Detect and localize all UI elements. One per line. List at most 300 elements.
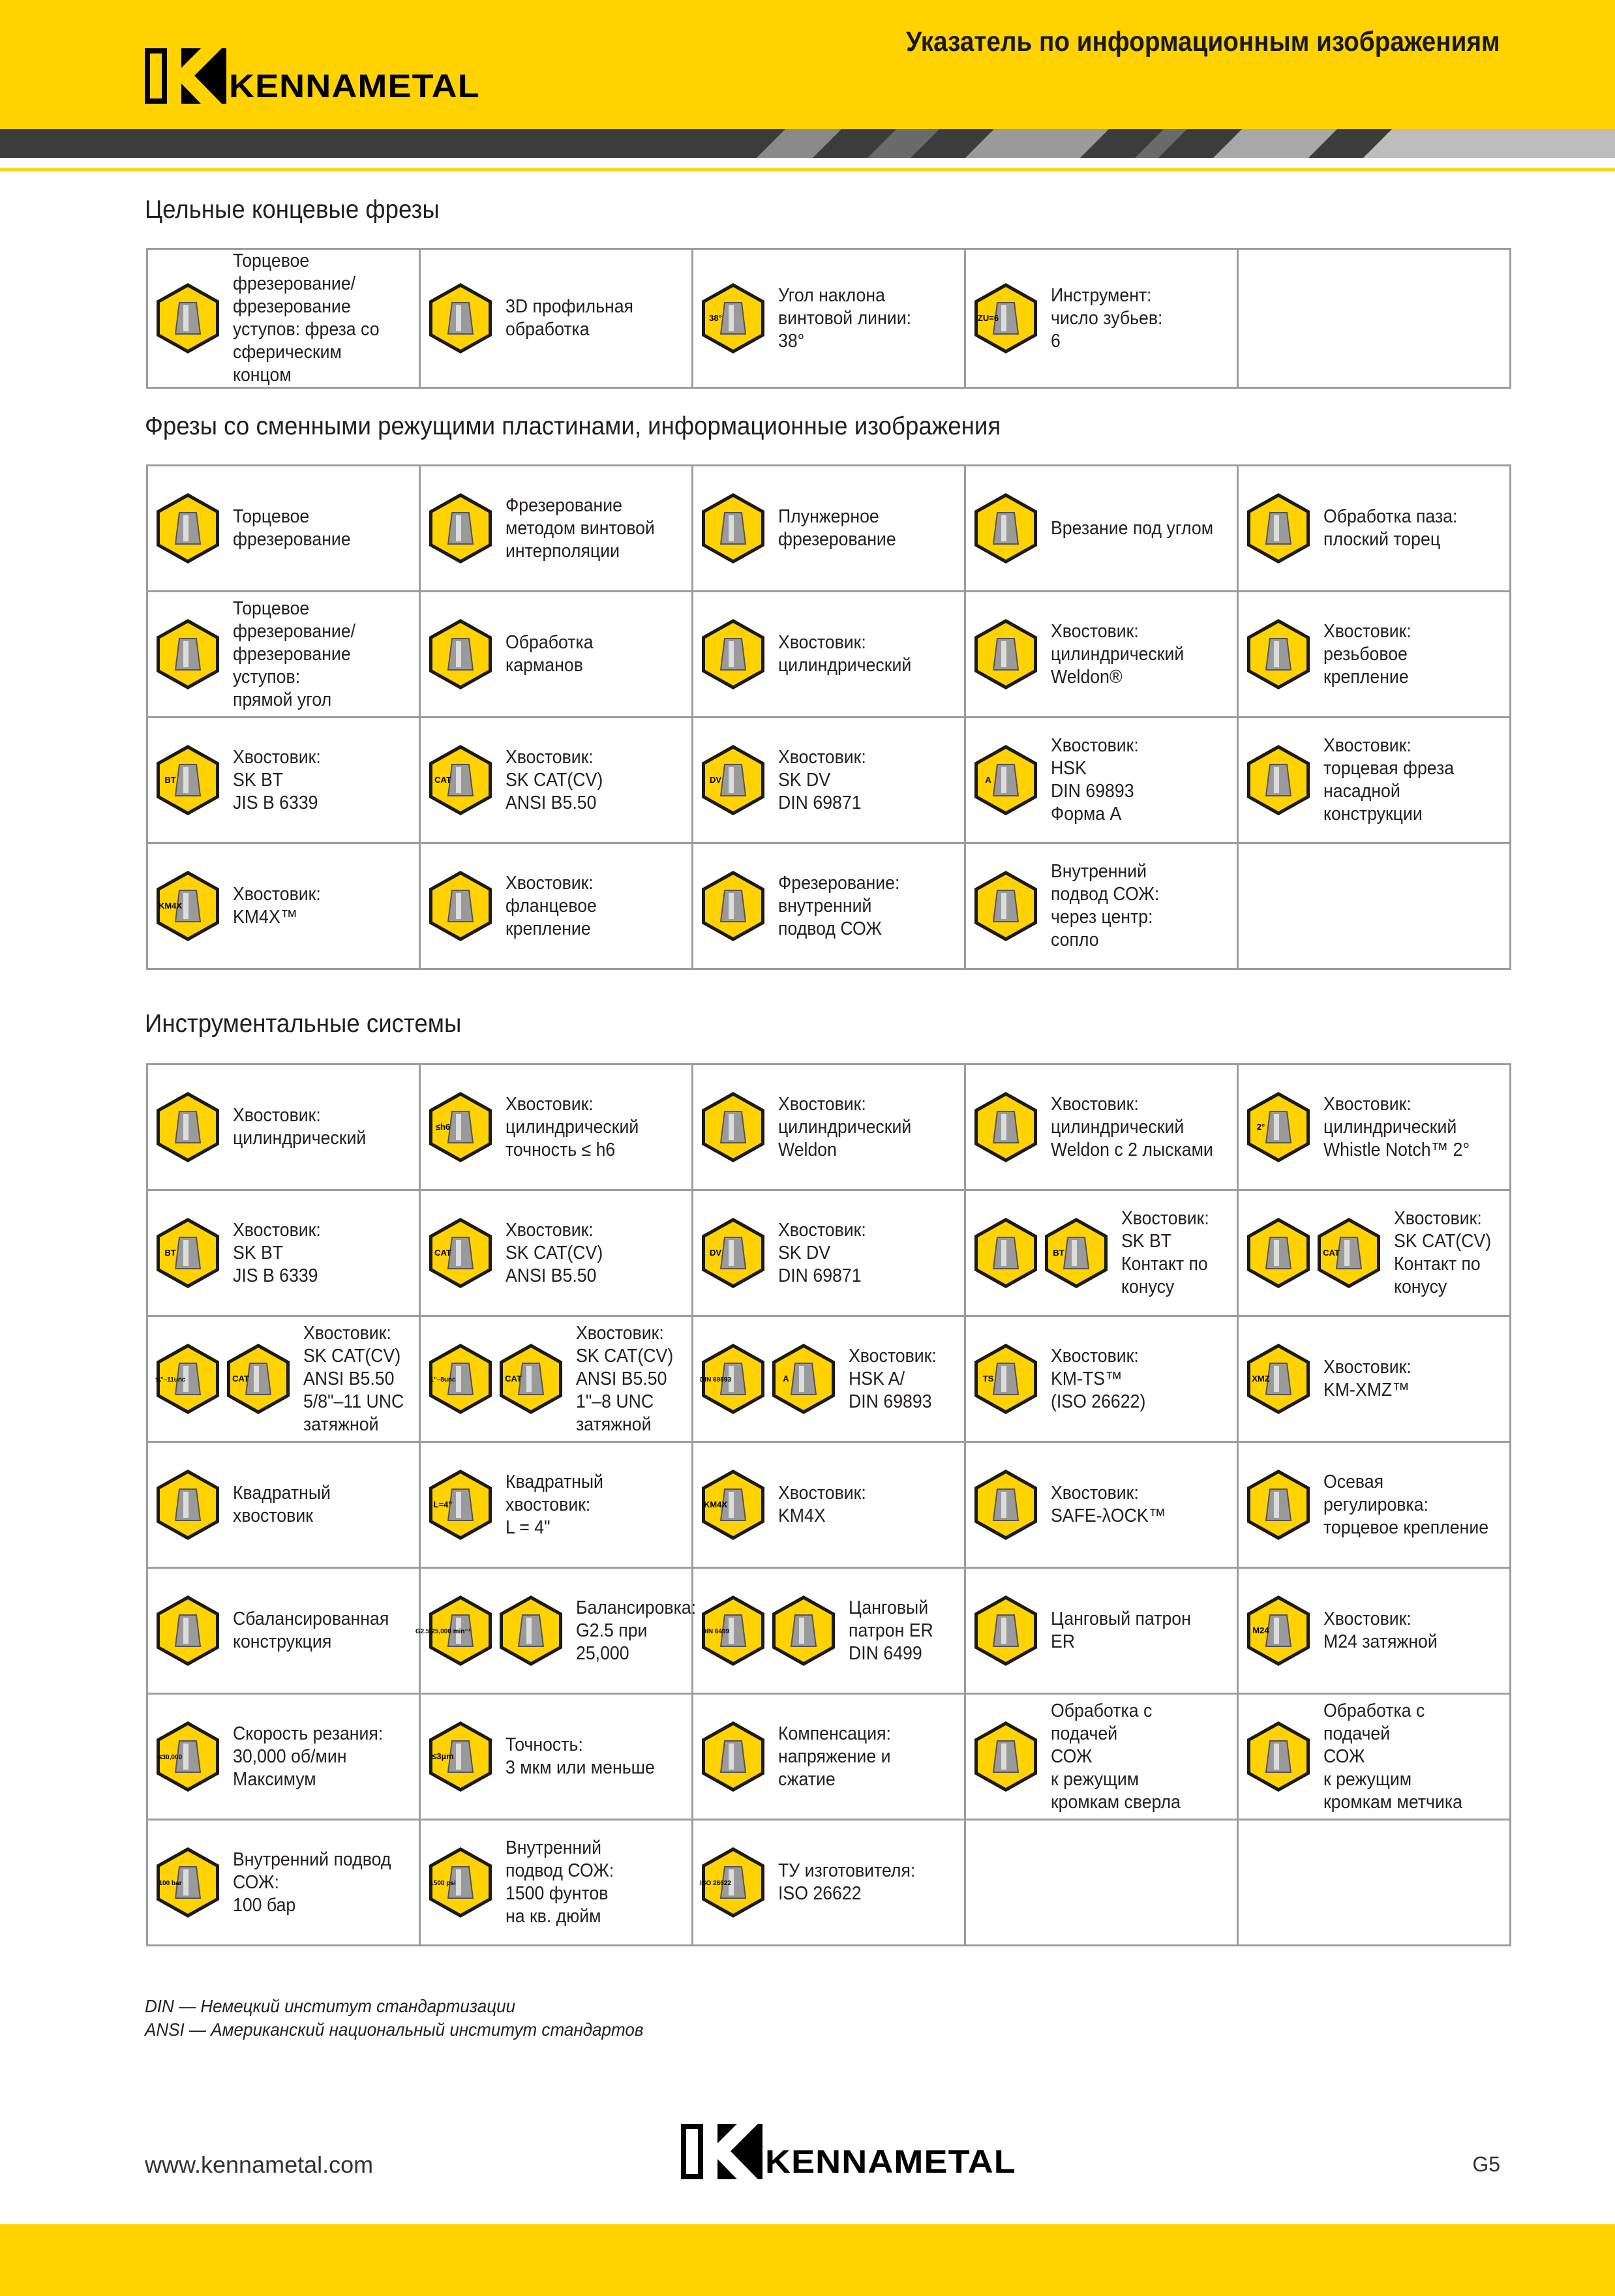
legend-cell	[1238, 1568, 1511, 1694]
iso-26622-icon	[700, 1846, 766, 1919]
legend-cell	[965, 718, 1238, 843]
legend-label-line: SK CAT(CV)	[303, 1345, 401, 1367]
legend-label-line: 1500 фунтов	[506, 1883, 609, 1904]
legend-label-line: M24 затяжной	[1323, 1631, 1438, 1652]
legend-label-line: L = 4"	[506, 1517, 551, 1538]
legend-label	[1323, 1093, 1475, 1162]
legend-label	[1051, 1700, 1185, 1814]
legend-label-line: Обработка с	[1051, 1700, 1153, 1721]
legend-cell	[415, 1568, 697, 1694]
footnote-din: DIN — Немецкий институт стандартизации	[145, 1996, 516, 2016]
legend-label-line: Обработка	[506, 632, 594, 653]
cat-taper-icon-label: CAT	[505, 1374, 522, 1383]
icon-group	[973, 618, 1043, 691]
legend-label	[233, 1723, 388, 1791]
legend-label-line: SK BT	[233, 769, 284, 791]
km4x-icon-label: KM4X	[703, 1500, 728, 1509]
legend-label-line: Хвостовик:	[778, 1219, 866, 1241]
icon-group	[700, 1091, 770, 1164]
legend-label-line: 25,000	[576, 1642, 629, 1664]
icon-group	[427, 1091, 498, 1164]
table-row	[147, 843, 1511, 969]
icon-group	[427, 1468, 498, 1541]
legend-cell	[1238, 1694, 1511, 1820]
balanced-design-icon	[498, 1594, 564, 1667]
legend-label	[778, 284, 916, 353]
legend-label-line: насадной	[1323, 781, 1400, 802]
legend-label-line: Хвостовик:	[1323, 620, 1411, 642]
legend-label	[1323, 1608, 1442, 1654]
icon-group	[427, 744, 498, 817]
legend-label-line: концом	[233, 365, 292, 385]
legend-label	[1051, 1345, 1151, 1413]
legend-label-line: Внутренний подвод	[233, 1849, 391, 1870]
cylindrical-shank-icon	[700, 618, 766, 691]
legend-label-line: крепление	[1323, 666, 1409, 687]
legend-cell	[420, 1316, 693, 1442]
legend-label-line: 38°	[778, 330, 805, 352]
legend-cell	[693, 1442, 965, 1568]
km4x-icon	[700, 1468, 766, 1541]
icon-group	[427, 1720, 498, 1793]
legend-label-line: уступов: фреза со	[233, 319, 380, 340]
icon-group	[155, 744, 225, 817]
footnotes	[145, 1995, 681, 2042]
square-shank-icon	[155, 1468, 221, 1541]
legend-cell	[147, 1065, 420, 1190]
icon-group	[155, 1216, 225, 1290]
icon-group	[700, 492, 770, 565]
legend-label-line: фрезерование	[233, 643, 351, 665]
cylindrical-shank-icon	[155, 1091, 221, 1164]
icon-group	[155, 1468, 225, 1541]
legend-label-line: Хвостовик:	[778, 632, 866, 653]
legend-label-line: Фрезерование	[506, 494, 623, 516]
icon-group	[973, 1342, 1043, 1415]
legend-label-line: Weldon с 2 лысками	[1051, 1139, 1213, 1160]
legend-label	[1323, 734, 1458, 826]
legend-label	[233, 1104, 371, 1150]
legend-label	[506, 1734, 659, 1779]
legend-label	[778, 1860, 920, 1905]
icon-group	[427, 618, 498, 691]
legend-label-line: фрезерование/	[233, 620, 356, 642]
icon-group	[427, 1342, 568, 1415]
legend-label-line: Хвостовик:	[849, 1345, 937, 1367]
legend-label-line: Цанговый патрон	[1051, 1609, 1191, 1629]
taper-contact-icon	[1245, 1216, 1312, 1290]
legend-label-line: цилиндрический	[233, 1128, 367, 1149]
section-title: Инструментальные системы	[145, 1010, 462, 1038]
legend-cell	[147, 249, 420, 388]
legend-label-line: Цанговый	[849, 1597, 929, 1618]
legend-label-line: цилиндрический	[1323, 1116, 1457, 1138]
legend-label	[1121, 1207, 1214, 1299]
legend-label-line: уступов:	[233, 666, 301, 687]
km-xmz-icon	[1245, 1342, 1312, 1415]
legend-label-line: торцевое крепление	[1323, 1517, 1489, 1538]
bt-taper-icon-label: BT	[164, 775, 176, 785]
legend-cell	[147, 718, 420, 843]
weldon-2-flats-icon	[973, 1091, 1039, 1164]
legend-label-line: KM-TS™	[1051, 1368, 1123, 1389]
legend-label-line: Скорость резания:	[233, 1723, 384, 1744]
sh6-shank-icon-label: ≤h6	[435, 1122, 451, 1132]
icon-group	[1245, 1468, 1316, 1541]
legend-label-line: 6	[1051, 330, 1061, 352]
section-title: Цельные концевые фрезы	[145, 196, 440, 224]
legend-label-line: Хвостовик:	[1323, 1609, 1411, 1629]
legend-label	[1323, 1700, 1467, 1814]
icon-group	[427, 492, 498, 565]
legend-label	[506, 1837, 619, 1928]
speed-gauge-icon	[155, 1720, 221, 1793]
legend-cell	[1238, 466, 1511, 592]
legend-label-line: цилиндрический	[1051, 1116, 1185, 1138]
balanced-design-icon	[155, 1594, 221, 1667]
axial-adjust-icon	[1245, 1468, 1312, 1541]
legend-cell	[693, 718, 965, 843]
legend-label-line: плоский торец	[1323, 529, 1441, 550]
icon-group	[155, 618, 225, 691]
er-collet-icon	[770, 1594, 837, 1667]
legend-label	[233, 1849, 396, 1917]
legend-cell	[147, 1442, 420, 1568]
legend-cell	[147, 1568, 420, 1694]
legend-label-line: KM4X™	[233, 907, 298, 928]
ramping-icon	[973, 492, 1039, 565]
legend-label	[506, 1471, 608, 1539]
legend-cell	[693, 1820, 965, 1946]
legend-label-line: SK CAT(CV)	[1394, 1231, 1492, 1252]
legend-label	[303, 1322, 409, 1436]
legend-cell	[965, 1316, 1238, 1442]
legend-label-line: SK BT	[233, 1242, 284, 1263]
legend-cell	[693, 843, 965, 969]
legend-cell	[420, 1065, 693, 1190]
km-ts-icon-label: TS	[982, 1374, 994, 1383]
legend-cell	[1238, 249, 1511, 388]
legend-label-line: подачей	[1051, 1723, 1118, 1744]
din-6499-icon-label: DIN 6499	[701, 1628, 730, 1635]
legend-label-line: JIS B 6339	[233, 1265, 318, 1286]
icon-group	[973, 744, 1043, 817]
legend-label-line: Сбалансированная	[233, 1609, 389, 1629]
legend-label-line: Балансировка:	[576, 1597, 697, 1618]
compensation-icon	[700, 1720, 766, 1793]
legend-label-line: СОЖ:	[233, 1871, 279, 1893]
coolant-1500psi-icon-label: 1500 psi	[430, 1880, 456, 1887]
legend-cell	[420, 1820, 693, 1946]
icon-group	[1245, 744, 1316, 817]
cat-taper-icon	[225, 1342, 292, 1415]
legend-cell	[693, 592, 965, 718]
legend-cell	[1238, 1065, 1511, 1190]
table-row	[147, 1316, 1511, 1442]
legend-label-line: DIN 69871	[778, 792, 862, 813]
hsk-a-icon	[770, 1342, 837, 1415]
legend-label-line: Торцевое	[233, 506, 310, 527]
legend-label-line: Хвостовик:	[576, 1322, 664, 1344]
legend-cell	[1238, 1316, 1511, 1442]
legend-label	[1051, 517, 1218, 540]
legend-cell	[420, 592, 693, 718]
legend-label-line: подвод СОЖ:	[506, 1860, 614, 1881]
k-logo-icon	[681, 2124, 762, 2179]
legend-label-line: обработка	[506, 319, 590, 340]
safe-lock-icon	[973, 1468, 1039, 1541]
km-xmz-icon-label: XMZ	[1252, 1374, 1270, 1383]
legend-cell	[693, 466, 965, 592]
legend-label-line: Максимум	[233, 1768, 316, 1790]
legend-label-line: Хвостовик:	[1323, 1357, 1411, 1378]
icon-group	[1245, 492, 1316, 565]
legend-label	[506, 1093, 644, 1162]
legend-label-line: цилиндрический	[778, 1116, 912, 1138]
legend-label-line: через центр:	[1051, 907, 1153, 928]
legend-label-line: подвод СОЖ:	[1051, 884, 1160, 905]
legend-label-line: методом винтовой	[506, 517, 655, 539]
icon-group	[700, 1342, 841, 1415]
legend-label-line: внутренний	[778, 895, 872, 916]
icon-group	[1245, 1091, 1316, 1164]
icon-group	[700, 1216, 770, 1290]
icon-group	[700, 869, 770, 943]
legend-label-line: фрезерование/	[233, 273, 356, 294]
legend-label-line: SK DV	[778, 769, 831, 791]
legend-label-line: Хвостовик:	[1051, 1093, 1139, 1115]
legend-label-line: прямой угол	[233, 689, 332, 710]
table-row	[147, 1190, 1511, 1316]
sh6-shank-icon	[427, 1091, 494, 1164]
legend-cell	[420, 249, 693, 388]
legend-label-line: Хвостовик:	[1121, 1208, 1209, 1229]
icon-legend-table	[146, 1063, 1511, 1946]
legend-label-line: ТУ изготовителя:	[778, 1860, 916, 1881]
flutes-zu6-icon	[973, 282, 1039, 355]
table-row	[147, 1820, 1511, 1946]
legend-label-line: DIN 69893	[1051, 781, 1134, 802]
face-milling-icon	[155, 492, 221, 565]
legend-label-line: Хвостовик:	[778, 746, 866, 768]
table-row	[147, 718, 1511, 843]
legend-label-line: Хвостовик:	[506, 1093, 594, 1115]
icon-group	[155, 282, 225, 355]
legend-label-line: Хвостовик:	[1323, 735, 1411, 756]
legend-label	[506, 1219, 608, 1288]
legend-label-line: DIN 6499	[849, 1642, 922, 1664]
legend-label-line: ISO 26622	[778, 1883, 862, 1904]
legend-label	[1051, 1482, 1171, 1528]
legend-label	[233, 883, 325, 929]
legend-label-line: Хвостовик:	[233, 746, 321, 768]
legend-label-line: Компенсация:	[778, 1723, 891, 1744]
icon-group	[973, 869, 1043, 943]
legend-label-line: ANSI B5.50	[506, 1265, 597, 1286]
legend-label-line: подвод СОЖ	[778, 918, 882, 939]
k-logo-icon	[145, 48, 226, 104]
legend-label	[1323, 1471, 1493, 1539]
icon-group	[700, 1594, 841, 1667]
legend-label-line: крепление	[506, 918, 591, 939]
legend-cell	[1238, 718, 1511, 843]
legend-label-line: JIS B 6339	[233, 792, 318, 813]
legend-cell	[147, 1820, 420, 1946]
bt-taper-icon	[1043, 1216, 1109, 1290]
legend-label	[1323, 506, 1462, 551]
legend-label-line: Контакт по	[1394, 1254, 1481, 1275]
legend-label-line: ANSI B5.50	[576, 1368, 667, 1389]
legend-label-line: 5/8"–11 UNC	[303, 1391, 404, 1412]
helical-interpolation-icon	[427, 492, 494, 565]
legend-label-line: фрезерование	[233, 296, 351, 317]
coolant-nozzle-icon	[973, 869, 1039, 943]
header-stripe	[0, 129, 1615, 158]
legend-label	[506, 295, 638, 341]
legend-label-line: 3 мкм или меньше	[506, 1757, 655, 1778]
legend-label-line: к режущим	[1051, 1768, 1140, 1790]
legend-cell	[693, 249, 965, 388]
bt-taper-icon-label: BT	[164, 1248, 176, 1258]
taper-contact-icon	[973, 1216, 1039, 1290]
icon-group	[1245, 618, 1316, 691]
legend-label	[233, 746, 325, 815]
icon-group	[1245, 1216, 1386, 1290]
legend-label-line: конусу	[1121, 1276, 1175, 1297]
m24-icon-label: M24	[1252, 1625, 1269, 1635]
legend-label-line: затяжной	[576, 1413, 652, 1435]
legend-cell	[420, 1694, 693, 1820]
accuracy-3um-icon-label: ≤3µm	[432, 1751, 454, 1761]
legend-cell	[147, 592, 420, 718]
thread-58-icon-label: ⅝"–11unc	[155, 1376, 186, 1383]
helix-38-icon	[700, 282, 766, 355]
table-row	[147, 1442, 1511, 1568]
dv-taper-icon-label: DV	[709, 1248, 722, 1258]
icon-group	[427, 1846, 498, 1919]
legend-label-line: Хвостовик:	[778, 1483, 866, 1503]
legend-label-line: Whistle Notch™ 2°	[1323, 1139, 1470, 1160]
legend-label-line: к режущим	[1323, 1768, 1412, 1790]
legend-label-line: HSK	[1051, 758, 1087, 779]
weldon-shank-icon	[973, 618, 1039, 691]
cat-taper-icon	[498, 1342, 564, 1415]
legend-label	[1394, 1207, 1496, 1299]
legend-label	[1051, 1608, 1196, 1654]
legend-label-line: 1"–8 UNC	[576, 1391, 654, 1412]
icon-group	[155, 1720, 225, 1793]
legend-label	[1323, 620, 1416, 689]
icon-group	[973, 282, 1043, 355]
legend-label-line: СОЖ	[1051, 1745, 1093, 1767]
legend-label	[233, 506, 355, 551]
bt-taper-icon-label: BT	[1053, 1248, 1064, 1258]
slotting-icon	[1245, 492, 1312, 565]
icon-group	[700, 618, 770, 691]
legend-label-line: SK CAT(CV)	[576, 1345, 674, 1367]
legend-label-line: Обработка с	[1323, 1700, 1425, 1721]
whistle-notch-icon-label: 2°	[1256, 1122, 1265, 1132]
hsk-a-icon	[973, 744, 1039, 817]
icon-group	[155, 1594, 225, 1667]
accuracy-3um-icon	[427, 1720, 494, 1793]
legend-label-line: Хвостовик:	[506, 1219, 594, 1241]
table-row	[147, 466, 1511, 592]
legend-label-line: SK CAT(CV)	[506, 769, 603, 791]
legend-label-line: Хвостовик:	[1051, 1483, 1139, 1503]
legend-label-line: конструкция	[233, 1631, 332, 1652]
legend-label-line: Weldon®	[1051, 666, 1123, 687]
legend-label	[506, 494, 659, 563]
legend-cell	[693, 1316, 965, 1442]
legend-label-line: SK BT	[1121, 1231, 1172, 1252]
icon-group	[700, 282, 770, 355]
legend-cell	[965, 1820, 1238, 1946]
icon-group	[427, 282, 498, 355]
cat-taper-icon	[1316, 1216, 1382, 1290]
cat-taper-icon-label: CAT	[434, 1248, 451, 1258]
legend-label-line: 3D профильная	[506, 296, 633, 317]
legend-cell	[420, 1442, 693, 1568]
cat-taper-icon-label: CAT	[434, 775, 451, 785]
legend-cell	[147, 1190, 420, 1316]
legend-label	[1051, 1093, 1218, 1162]
legend-label-line: на кв. дюйм	[506, 1906, 601, 1927]
legend-label	[849, 1597, 938, 1665]
website-link[interactable]: www.kennametal.com	[145, 2151, 374, 2178]
legend-cell	[965, 592, 1238, 718]
legend-label-line: Торцевое	[233, 250, 310, 271]
legend-label	[778, 746, 871, 815]
legend-cell	[147, 466, 420, 592]
legend-label-line: Weldon	[778, 1139, 837, 1160]
flutes-zu6-icon-label: ZU=6	[977, 313, 999, 323]
legend-label-line: SAFE-λOCK™	[1051, 1505, 1166, 1526]
legend-cell	[420, 718, 693, 843]
m24-icon	[1245, 1594, 1312, 1667]
legend-label-line: хвостовик:	[506, 1494, 591, 1515]
table-row	[147, 1568, 1511, 1694]
legend-label-line: Точность:	[506, 1734, 583, 1755]
legend-label-line: KM4X	[778, 1505, 826, 1526]
legend-label	[778, 1723, 896, 1791]
legend-label	[778, 1482, 871, 1528]
legend-cell	[420, 466, 693, 592]
speed-gauge-icon-label: ≤30,000	[158, 1754, 183, 1761]
dv-taper-icon-label: DV	[709, 775, 722, 785]
legend-cell	[1238, 843, 1511, 969]
face-shoulder-square-icon	[155, 618, 221, 691]
coolant-100bar-icon	[155, 1846, 221, 1919]
legend-label	[233, 1482, 335, 1528]
legend-label-line: Хвостовик:	[778, 1093, 866, 1115]
page-number: G5	[1472, 2152, 1500, 2176]
dv-taper-icon	[700, 744, 766, 817]
legend-label-line: конусу	[1394, 1276, 1447, 1297]
legend-label-line: Хвостовик:	[1051, 1345, 1139, 1367]
legend-label-line: затяжной	[303, 1413, 379, 1435]
square-shank-4-icon	[427, 1468, 494, 1541]
icon-group	[973, 1216, 1113, 1290]
legend-cell	[420, 1190, 693, 1316]
flange-mount-icon	[427, 869, 494, 943]
icon-group	[700, 744, 770, 817]
legend-label-line: Хвостовик:	[233, 884, 321, 905]
cat-taper-icon	[427, 1216, 494, 1290]
legend-label-line: Внутренний	[506, 1837, 602, 1858]
din-69893-icon-label: DIN 69893	[700, 1376, 731, 1383]
legend-label-line: G2.5 при	[576, 1620, 648, 1641]
